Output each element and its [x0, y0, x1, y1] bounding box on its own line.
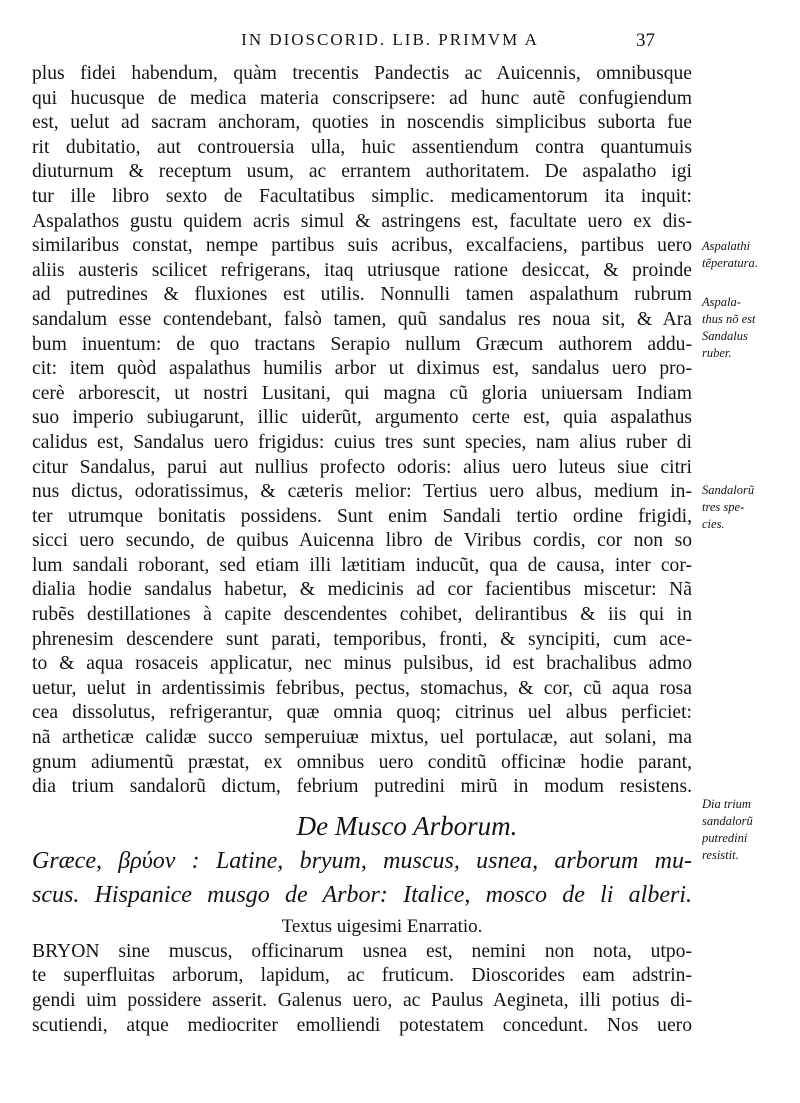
- text-line: te superfluitas arborum, lapidum, ac fruticum. Dioscorides eam adstrin-: [32, 965, 692, 987]
- commentary-subheading: Textus uigesimi Enarratio.: [281, 915, 483, 937]
- text-line: Græce, βρύον : Latine, bryum, muscus, usnea, arborum mu-: [32, 847, 692, 874]
- marginal-note-line: resistit.: [702, 848, 739, 862]
- text-line: sicci uero secundo, de quibus Auicenna libro de Viribus cordis, cor non so: [32, 530, 692, 552]
- marginal-note-sandalorum-species: [702, 482, 794, 533]
- text-line: aliis austeris scilicet refrigerans, itaq utriusque ratione desiccat, & proinde: [32, 259, 692, 281]
- running-title: IN DIOSCORID. LIB. PRIMVM A: [241, 30, 539, 49]
- text-line: plus fidei habendum, quàm trecentis Pandectis ac Auicennis, omnibusque: [32, 63, 692, 84]
- text-line: bum inuentum: de quo tractans Serapio nullum Græcum authorem addu-: [32, 333, 692, 355]
- marginal-note-line: Dia trium: [702, 797, 751, 811]
- text-line: ter utrumque bonitatis possidens. Sunt enim Sandali tertio ordine frigidi,: [32, 505, 692, 527]
- text-line: BRYON sine muscus, officinarum usnea est, nemini non nota, utpo-: [32, 940, 692, 962]
- text-line: uetur, uelut in ardentissimis febribus, pectus, stomachus, & cor, cũ aqua rosa: [32, 677, 692, 699]
- text-line: gendi uim possidere asserit. Galenus uero, ac Paulus Aegineta, illi potius di-: [32, 990, 692, 1011]
- marginal-note-line: thus nõ est: [702, 312, 756, 326]
- marginal-note-line: putredini: [702, 831, 748, 845]
- text-line: qui hucusque de medica materia conscripsere: ad hunc autẽ confugiendum: [32, 87, 692, 109]
- body-paragraph-bottom: [32, 940, 692, 1038]
- text-line: cea dissolutus, refrigerantur, quæ omnia quoq; citrinus uel albus perficiet:: [32, 702, 692, 724]
- text-line: citur Sandalus, parui aut nullius profecto odoris: alius uero luteus siue citri: [32, 456, 692, 478]
- text-line: cit: item quòd aspalathus humilis arbor ut diximus est, sandalus uero pro-: [32, 358, 692, 380]
- text-line: ad putredines & fluxiones est utilis. Nonnulli tamen aspalathum rubrum: [32, 284, 692, 306]
- marginal-note-line: tres spe-: [702, 500, 745, 514]
- text-line: rit dubitatio, aut controuersia ulla, huic assentiendum contra quantumuis: [32, 136, 692, 158]
- text-line: sandalum esse contendebant, falsò tamen, quũ sandalus res noua sit, & Ara: [32, 308, 692, 330]
- main-text-block: [32, 62, 692, 1038]
- text-line: est, uelut ad sacram anchoram, quoties in noscendis simplicibus suborta fue: [32, 112, 692, 134]
- text-line: gnum adiumentũ præstat, ex omnibus uero conditũ officinæ hodie parant,: [32, 751, 692, 773]
- marginal-note-line: ruber.: [702, 346, 732, 360]
- synonyms-paragraph: [32, 844, 692, 912]
- marginal-note-line: sandalorũ: [702, 814, 753, 828]
- text-line: cerè arborescit, ut nostri Lusitani, qui magna cũ gloria uniuersam Indiam: [32, 382, 692, 404]
- marginal-note-line: Sandalorũ: [702, 483, 755, 497]
- text-line: calidus est, Sandalus uero frigidus: cuius tres sunt species, nam alius ruber di: [32, 431, 692, 453]
- text-line: diuturnum & receptum usum, ac errantem authoritatem. De aspalatho igi: [32, 161, 692, 183]
- text-line: scutiendi, atque mediocriter emolliendi potestatem concedunt. Nos uero: [32, 1014, 692, 1036]
- page-number: 37: [636, 30, 655, 51]
- marginal-note-line: Sandalus: [702, 329, 748, 343]
- marginal-note-line: tẽperatura.: [702, 256, 758, 270]
- text-line: dia trium sandalorũ dictum, febrium putredini mirũ in modum resistens.: [32, 776, 692, 798]
- section-title: De Musco Arborum.: [296, 810, 518, 841]
- text-line: Aspalathos gustu quidem acris simul & astringens est, facultate uero ex dis-: [32, 210, 692, 232]
- text-line: scus. Hispanice musgo de Arbor: Italice, mosco de li alberi.: [32, 881, 692, 908]
- marginal-note-aspalathi-temperatura: [702, 238, 794, 272]
- text-line: similaribus constat, nempe partibus suis acribus, excalfaciens, partibus uero: [32, 235, 692, 257]
- text-line: lum sandali roborant, sed etiam illi lætitiam inducũt, qua de causa, inter cor-: [32, 554, 692, 576]
- marginal-note-line: cies.: [702, 517, 725, 531]
- text-line: to & aqua rosaceis applicatur, nec minus pulsibus, id est brachalibus admo: [32, 653, 692, 675]
- marginal-note-aspalathus-non-sandalus: [702, 294, 794, 362]
- text-line: dialia hodie sandalus habetur, & medicinis ad cor facientibus miscetur: Nã: [32, 579, 692, 601]
- text-line: phrenesim descendere sunt parati, temporibus, fronti, & syncipiti, cum ace-: [32, 628, 692, 650]
- text-line: nã artheticæ calidæ succo semperuiuæ mixtus, uel portulacæ, aut solani, ma: [32, 727, 692, 749]
- text-line: suo imperio subiugarunt, illic uiderũt, argumento certe est, quia aspalathus: [32, 407, 692, 429]
- body-paragraph-top: [32, 62, 692, 800]
- text-line: tur ille libro sexto de Facultatibus simplic. medicamentorum ita inquit:: [32, 185, 692, 207]
- text-line: nus dictus, odoratissimus, & cæteris melior: Tertius uero albus, medium in-: [32, 481, 692, 503]
- marginal-note-dia-trium-sandalorum: [702, 796, 794, 864]
- text-line: rubẽs destillationes à capite descendentes cohibet, delirantibus & iis qui in: [32, 604, 692, 626]
- marginal-note-line: Aspala-: [702, 295, 741, 309]
- marginal-note-line: Aspalathi: [702, 239, 750, 253]
